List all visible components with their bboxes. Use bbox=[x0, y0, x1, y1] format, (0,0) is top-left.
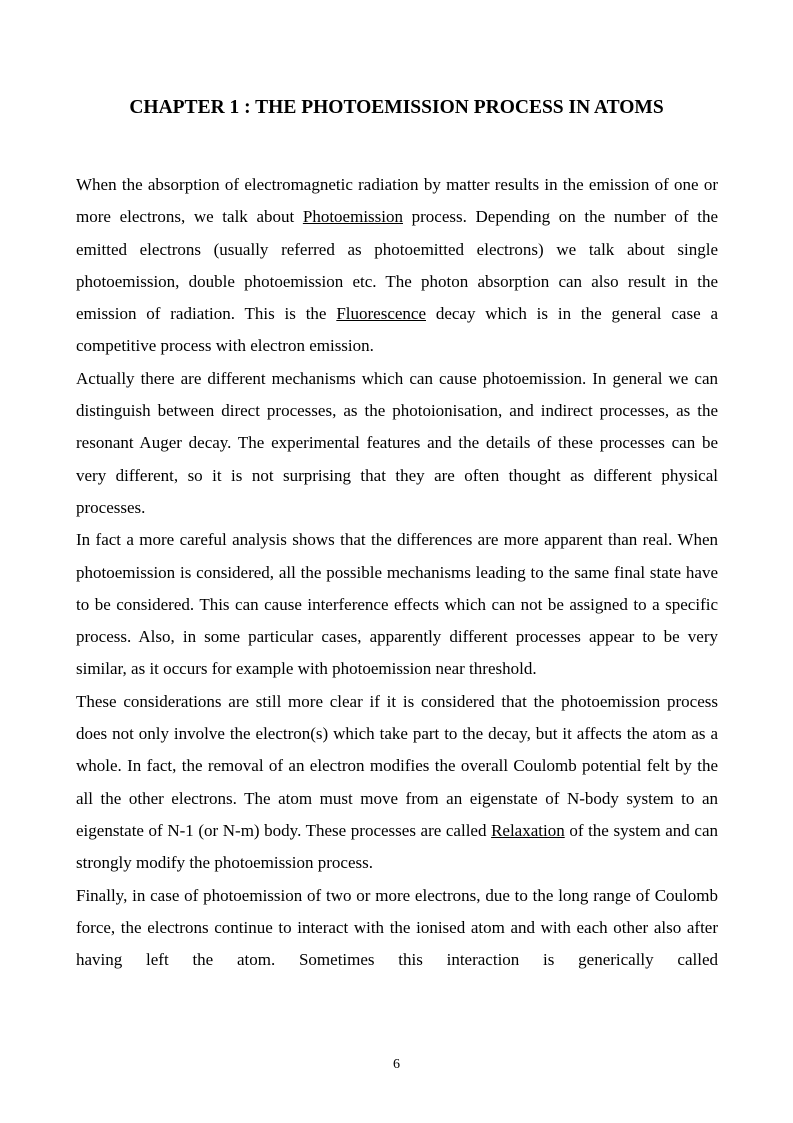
term-fluorescence: Fluorescence bbox=[336, 304, 426, 324]
paragraph-relaxation bbox=[76, 686, 718, 880]
paragraph-text: process. Depending on the number of the emitted electrons (usually referred as photoemitted electrons) we talk about single photoemission, double photoemission etc. The photon absorption can also result in the emission of radiation. This is the bbox=[76, 207, 719, 324]
paragraph-text: of the system and can strongly modify the photoemission process. bbox=[76, 820, 718, 873]
paragraph-text: decay which is in the general case a competitive process with electron emission. bbox=[76, 304, 718, 356]
paragraph-mechanisms: Actually there are different mechanisms which can cause photoemission. In general we can distinguish between direct processes, as the photoionisation, and indirect processes, as the resonant Auger decay. The experimental features and the details of these processes can be very different, so it is not surprising that they are often thought as different physical processes. bbox=[76, 368, 718, 517]
paragraph-photoemission-definition bbox=[76, 169, 718, 363]
page-number: 6 bbox=[393, 1057, 400, 1072]
chapter-title: CHAPTER 1 : THE PHOTOEMISSION PROCESS IN ATOMS bbox=[129, 97, 664, 118]
paragraph-coulomb-interaction: Finally, in case of photoemission of two or more electrons, due to the long range of Coulomb force, the electrons continue to interact with the ionised atom and with each other also after having left the atom. Sometimes this interaction is generically called bbox=[76, 885, 718, 970]
paragraph-differences: In fact a more careful analysis shows that the differences are more apparent than real. When photoemission is considered, all the possible mechanisms leading to the same final state have to be considered. This can cause interference effects which can not be assigned to a specific process. Also, in some particular cases, apparently different processes appear to be very similar, as it occurs for example with photoemission near threshold. bbox=[76, 530, 718, 679]
body-text bbox=[76, 169, 718, 976]
paragraph-text: When the absorption of electromagnetic radiation by matter results in the emission of one or more electrons, we talk about bbox=[76, 175, 718, 227]
term-photoemission: Photoemission bbox=[302, 207, 403, 227]
paragraph-text: These considerations are still more clear if it is considered that the photoemission process does not only involve the electron(s) which take part to the decay, but it affects the atom as a whole. In fact, the removal of an electron modifies the overall Coulomb potential felt by the all the other electrons. The atom must move from an eigenstate of N-body system to an eigenstate of N-1 (or N-m) body. These processes are called bbox=[76, 691, 718, 840]
term-relaxation: Relaxation bbox=[491, 820, 565, 840]
